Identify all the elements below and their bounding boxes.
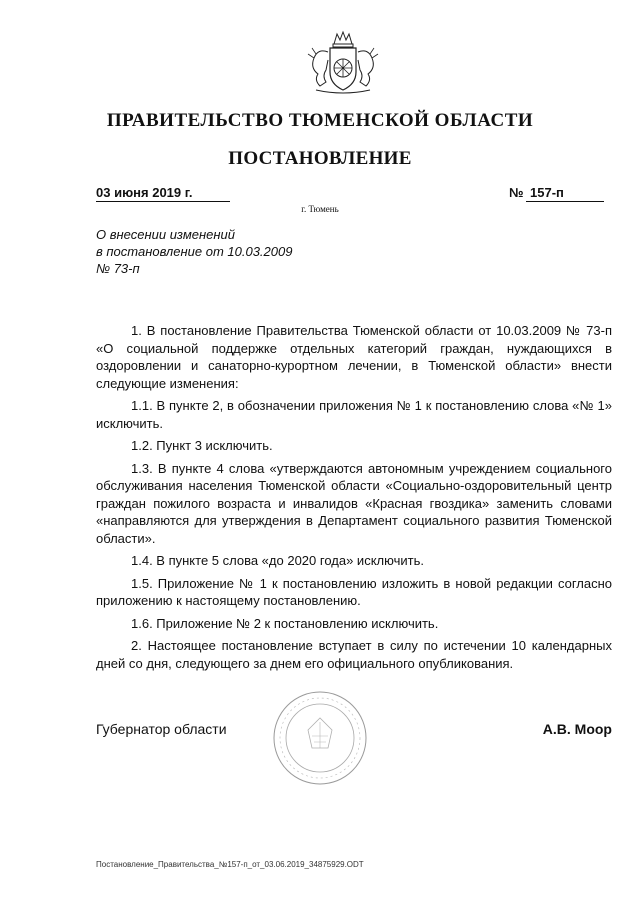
- body-paragraph: 1.2. Пункт 3 исключить.: [131, 438, 273, 453]
- subject-line: в постановление от 10.03.2009: [96, 244, 293, 259]
- subject-line: О внесении изменений: [96, 227, 235, 242]
- body-paragraph: 1.3. В пункте 4 слова «утверждаются автономным учреждением социального обслуживания населения Тюменской области «Социально-оздоровительный центр граждан пожилого возраста и инвалидов «Красная гвоздика» заменить словами «направляются для утверждения в Департамент социального развития Тюменской области».: [96, 460, 612, 546]
- document-date: 03 июня 2019 г.: [96, 185, 230, 202]
- body-paragraph: 1.4. В пункте 5 слова «до 2020 года» исключить.: [131, 553, 424, 568]
- signatory-name: А.В. Моор: [542, 721, 612, 737]
- body-paragraph: 1.6. Приложение № 2 к постановлению исключить.: [131, 615, 439, 631]
- document-footer-filename: Постановление_Правительства_№157-п_от_03.06.2019_34875929.ODT: [96, 860, 364, 869]
- signatory-title: Губернатор области: [96, 721, 227, 737]
- body-paragraph: 1. В постановление Правительства Тюменской области от 10.03.2009 № 73-п «О социальной поддержке отдельных категорий граждан, нуждающихся в оздоровлении и санаторно-курортном лечении, в Тюменской области» внести следующие изменения:: [96, 323, 612, 391]
- body-paragraph: 1.1. В пункте 2, в обозначении приложения № 1 к постановлению слова «№ 1» исключить.: [96, 398, 612, 431]
- document-body: [96, 322, 612, 677]
- document-subject: [96, 226, 356, 277]
- body-paragraph: 2. Настоящее постановление вступает в силу по истечении 10 календарных дней со дня, следующего за днем его официального опубликования.: [96, 638, 612, 671]
- document-number: 157-п: [526, 185, 604, 202]
- official-seal-icon: [272, 690, 368, 786]
- coat-of-arms-icon: [300, 30, 386, 96]
- subject-line: № 73-п: [96, 261, 140, 276]
- document-number-label: №: [509, 185, 524, 200]
- document-type: ПОСТАНОВЛЕНИЕ: [228, 148, 412, 169]
- body-paragraph: 1.5. Приложение № 1 к постановлению изложить в новой редакции согласно приложению к настоящему постановлению.: [96, 575, 612, 608]
- document-city: г. Тюмень: [301, 204, 339, 214]
- government-title: ПРАВИТЕЛЬСТВО ТЮМЕНСКОЙ ОБЛАСТИ: [106, 110, 534, 131]
